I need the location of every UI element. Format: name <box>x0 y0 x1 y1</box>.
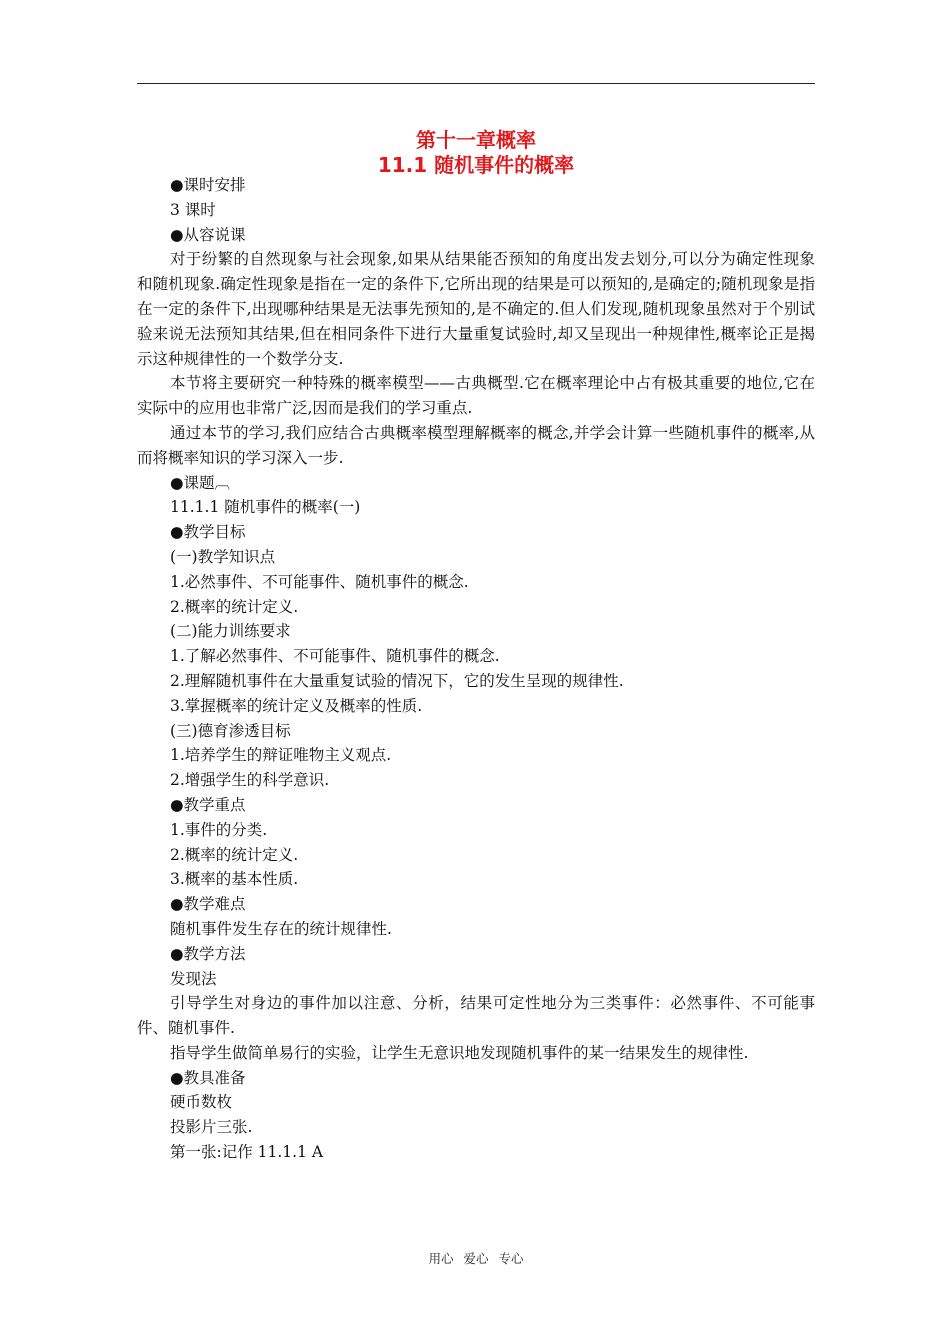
text-line: ●课时安排 <box>170 176 246 194</box>
text-line: 1.事件的分类. <box>170 820 268 839</box>
text-line: 2.概率的统计定义. <box>170 845 299 864</box>
text-line: 2.概率的统计定义. <box>170 597 299 616</box>
text-line: 1.培养学生的辩证唯物主义观点. <box>170 746 392 765</box>
text-line: 11.1.1 随机事件的概率(一) <box>170 498 361 517</box>
text-line: (一)教学知识点 <box>170 547 276 566</box>
text-line: ●课题︹ <box>170 473 231 492</box>
paragraph: 通过本节的学习,我们应结合古典概率模型理解概率的概念,并学会计算一些随机事件的概率,从而将概率知识的学习深入一步. <box>137 423 815 467</box>
text-line: 3 课时 <box>170 200 216 219</box>
paragraph: 引导学生对身边的事件加以注意、分析，结果可定性地分为三类事件：必然事件、不可能事件、随机事件. <box>137 994 815 1038</box>
text-line: 1.了解必然事件、不可能事件、随机事件的概念. <box>170 647 500 666</box>
text-line: 第一张:记作 11.1.1 A <box>170 1143 324 1162</box>
text-line: ●从容说课 <box>170 225 246 244</box>
page-footer: 用心 爱心 专心 <box>428 1251 524 1266</box>
chapter-title: 第十一章概率 <box>416 128 536 152</box>
section-title: 11.1 随机事件的概率 <box>377 153 575 177</box>
text-line: (二)能力训练要求 <box>170 622 291 641</box>
text-line: ●教学方法 <box>170 944 246 963</box>
text-line: 3.掌握概率的统计定义及概率的性质. <box>170 696 423 715</box>
text-line: ●教学难点 <box>170 895 246 914</box>
text-line: 投影片三张. <box>170 1118 253 1137</box>
text-line: ●教具准备 <box>170 1068 246 1087</box>
header-rule <box>137 83 815 84</box>
text-line: ●教学重点 <box>170 795 246 814</box>
text-line: 指导学生做简单易行的实验，让学生无意识地发现随机事件的某一结果发生的规律性. <box>170 1043 749 1062</box>
text-line: (三)德育渗透目标 <box>170 721 291 740</box>
text-line: 随机事件发生存在的统计规律性. <box>170 919 392 938</box>
text-line: 发现法 <box>170 969 217 988</box>
text-line: 1.必然事件、不可能事件、随机事件的概念. <box>170 572 469 591</box>
document-body <box>137 173 815 1165</box>
paragraph: 本节将主要研究一种特殊的概率模型——古典概型.它在概率理论中占有极其重要的地位,它在实际中的应用也非常广泛,因而是我们的学习重点. <box>137 374 815 418</box>
text-line: 2.理解随机事件在大量重复试验的情况下，它的发生呈现的规律性. <box>170 671 624 690</box>
text-line: 硬币数枚 <box>170 1093 233 1112</box>
paragraph: 对于纷繁的自然现象与社会现象,如果从结果能否预知的角度出发去划分,可以分为确定性现象和随机现象.确定性现象是指在一定的条件下,它所出现的结果是可以预知的,是确定的;随机现象是指在一定的条件下,出现哪种结果是无法事先预知的,是不确定的.但人们发现,随机现象虽然对于个别试验来说无法预知其结果,但在相同条件下进行大量重复试验时,却又呈现出一种规律性,概率论正是揭示这种规律性的一个数学分支. <box>137 250 815 368</box>
text-line: 3.概率的基本性质. <box>170 870 299 889</box>
text-line: 2.增强学生的科学意识. <box>170 771 330 790</box>
text-line: ●教学目标 <box>170 523 246 542</box>
